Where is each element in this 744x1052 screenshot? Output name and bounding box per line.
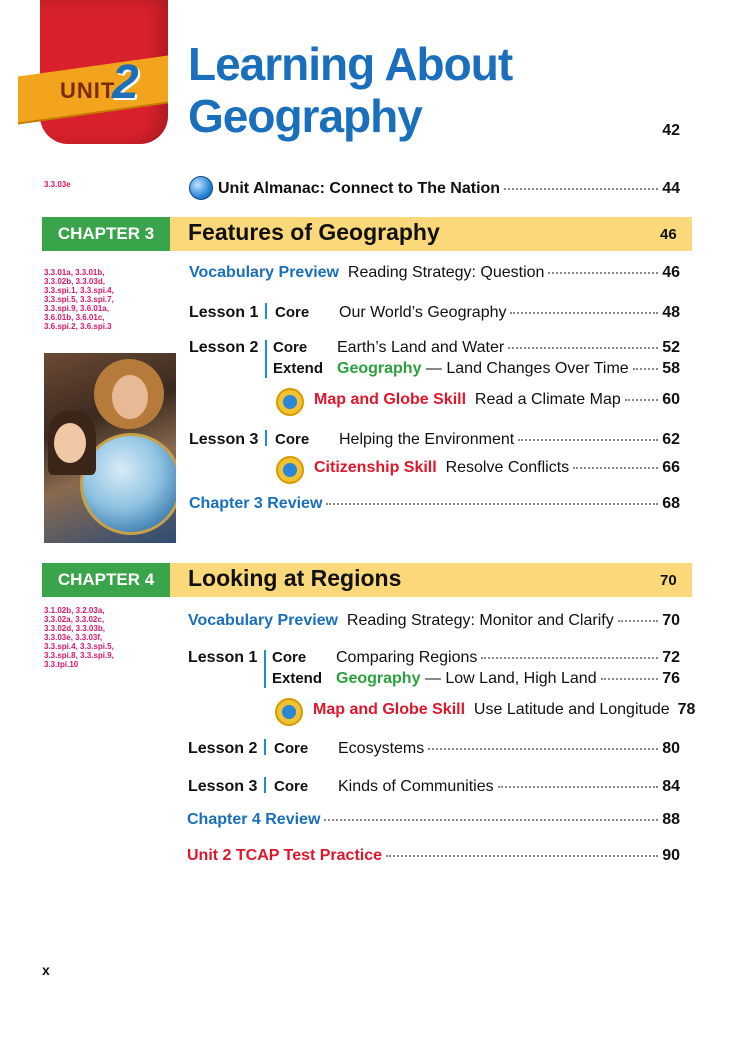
standard-line: 3.6.01b, 3.6.01c, [44, 313, 105, 322]
standard-line: 3.3.02b, 3.3.03d, [44, 277, 105, 286]
leader-dots [428, 748, 658, 750]
leader-dots [518, 439, 658, 441]
chapter3-lesson2-extend[interactable] [273, 360, 680, 378]
chapter3-vocab[interactable] [189, 264, 680, 282]
standard-line: 3.3.spi.5, 3.3.spi.7, [44, 295, 114, 304]
lesson-page: 80 [662, 740, 680, 757]
vocab-label: Vocabulary Preview [188, 612, 338, 629]
lesson-kind: Core [272, 649, 307, 666]
leader-dots [326, 503, 658, 505]
photo-woman-face [112, 375, 148, 419]
extend-text: — Low Land, High Land [424, 670, 597, 687]
standard-line: 3.3.02a, 3.3.02c, [44, 615, 105, 624]
lesson-page: 76 [662, 670, 680, 687]
chapter3-lesson2[interactable] [189, 339, 680, 357]
chapter3-title[interactable]: Features of Geography [188, 219, 440, 245]
almanac-page: 44 [662, 180, 680, 197]
review-page: 68 [662, 495, 680, 512]
chapter3-label: CHAPTER 3 [42, 217, 170, 251]
skill-label: Map and Globe Skill [314, 391, 467, 408]
lesson-kind: Core [275, 431, 310, 448]
vocab-text: Reading Strategy: Monitor and Clarify [346, 612, 614, 629]
almanac-entry[interactable] [218, 180, 680, 198]
leader-dots [324, 819, 658, 821]
photo-girl-face [54, 423, 86, 463]
chapter4-lesson2[interactable] [188, 737, 680, 758]
lesson-label: Lesson 1 [188, 649, 258, 666]
standard-line: 3.3.spi.1, 3.3.spi.4, [44, 286, 114, 295]
chapter4-page: 70 [660, 572, 677, 589]
unit-title-line2: Geography [188, 90, 422, 142]
chapter3-page: 46 [660, 226, 677, 243]
skill-medal-icon [276, 388, 304, 416]
lesson-page: 72 [662, 649, 680, 666]
leader-dots [481, 657, 658, 659]
chapter4-lesson1-extend[interactable] [272, 670, 680, 688]
chapter4-label: CHAPTER 4 [42, 563, 170, 597]
leader-dots [504, 188, 658, 190]
leader-dots [573, 467, 658, 469]
leader-dots [625, 399, 658, 401]
chapter4-skill1[interactable] [313, 701, 696, 719]
globe-icon [189, 176, 213, 200]
vocab-page: 46 [662, 264, 680, 281]
chapter4-lesson3[interactable] [188, 775, 680, 796]
standard-line: 3.3.tpi.10 [44, 660, 79, 669]
chapter3-lesson1[interactable] [189, 301, 680, 322]
vocab-label: Vocabulary Preview [189, 264, 339, 281]
unit-page: 42 [662, 122, 680, 139]
standard-line: 3.3.03e, 3.3.03f, [44, 633, 103, 642]
lesson-page: 58 [662, 360, 680, 377]
lesson-label: Lesson 1 [189, 304, 259, 321]
lesson-page: 52 [662, 339, 680, 356]
unit-title-line1: Learning About [188, 38, 513, 90]
standard-line: 3.3.02d, 3.3.03b, [44, 624, 105, 633]
extend-subject: Geography [336, 670, 421, 687]
lesson-title: Kinds of Communities [338, 778, 494, 795]
skill-text: Read a Climate Map [474, 391, 621, 408]
leader-dots [618, 620, 659, 622]
standard-line: 3.3.spi.9, 3.6.01a, [44, 304, 109, 313]
chapter4-standards [44, 606, 114, 669]
chapter4-title[interactable]: Looking at Regions [188, 565, 402, 591]
standard-line: 3.6.spi.2, 3.6.spi.3 [44, 322, 112, 331]
extend-subject: Geography [337, 360, 422, 377]
almanac-text: Unit Almanac: Connect to The Nation [218, 180, 501, 197]
skill-text: Resolve Conflicts [445, 459, 570, 476]
leader-dots [601, 678, 659, 680]
skill-page: 66 [662, 459, 680, 476]
lesson-title: Earth’s Land and Water [337, 339, 505, 356]
lesson-label: Lesson 3 [189, 431, 259, 448]
leader-dots [510, 312, 658, 314]
extend-text: — Land Changes Over Time [425, 360, 629, 377]
chapter3-standards [44, 268, 114, 331]
lesson-title: Our World’s Geography [339, 304, 507, 321]
test-page: 90 [662, 847, 680, 864]
lesson-page: 48 [662, 304, 680, 321]
chapter4-lesson1[interactable] [188, 649, 680, 667]
skill-label: Citizenship Skill [314, 459, 437, 476]
leader-dots [548, 272, 658, 274]
chapter3-skill1[interactable] [314, 391, 680, 409]
chapter3-lesson3[interactable] [189, 428, 680, 449]
lesson-label: Lesson 3 [188, 778, 258, 795]
teacher-and-student-globe-photo [44, 353, 176, 543]
lesson-title: Helping the Environment [339, 431, 515, 448]
test-label: Unit 2 TCAP Test Practice [187, 847, 383, 864]
skill-page: 60 [662, 391, 680, 408]
citizenship-medal-icon [276, 456, 304, 484]
footer-page-number: x [42, 962, 50, 978]
chapter3-skill2[interactable] [314, 459, 680, 477]
review-label: Chapter 3 Review [189, 495, 323, 512]
lesson-kind: Core [274, 778, 309, 795]
lesson-kind: Extend [272, 670, 323, 687]
leader-dots [508, 347, 658, 349]
chapter4-review[interactable] [187, 811, 680, 829]
unit-word: UNIT [60, 78, 116, 103]
vocab-text: Reading Strategy: Question [347, 264, 545, 281]
unit-number: 2 [112, 56, 139, 109]
separator [264, 739, 266, 755]
review-page: 88 [662, 811, 680, 828]
skill-text: Use Latitude and Longitude [473, 701, 670, 718]
chapter3-review[interactable] [189, 495, 680, 513]
separator [265, 303, 267, 319]
review-label: Chapter 4 Review [187, 811, 321, 828]
lesson-title: Comparing Regions [336, 649, 478, 666]
lesson-page: 84 [662, 778, 680, 795]
lesson-kind: Core [274, 740, 309, 757]
leader-dots [386, 855, 658, 857]
lesson-page: 62 [662, 431, 680, 448]
standard-line: 3.3.spi.4, 3.3.spi.5, [44, 642, 114, 651]
vocab-page: 70 [662, 612, 680, 629]
separator [264, 777, 266, 793]
unit-title [188, 38, 512, 142]
lesson-kind: Core [273, 339, 308, 356]
separator [265, 430, 267, 446]
lesson-label: Lesson 2 [188, 740, 258, 757]
almanac-standard: 3.3.03e [44, 180, 71, 189]
skill-label: Map and Globe Skill [313, 701, 466, 718]
lesson-title: Ecosystems [338, 740, 425, 757]
lesson-label: Lesson 2 [189, 339, 259, 356]
leader-dots [633, 368, 659, 370]
skill-medal-icon [275, 698, 303, 726]
lesson-kind: Extend [273, 360, 324, 377]
skill-page: 78 [677, 701, 696, 718]
unit2-test-practice[interactable] [187, 847, 680, 865]
leader-dots [498, 786, 659, 788]
standard-line: 3.1.02b, 3.2.03a, [44, 606, 105, 615]
chapter4-vocab[interactable] [188, 612, 680, 630]
standard-line: 3.3.spi.8, 3.3.spi.9, [44, 651, 114, 660]
lesson-kind: Core [275, 304, 310, 321]
standard-line: 3.3.01a, 3.3.01b, [44, 268, 105, 277]
